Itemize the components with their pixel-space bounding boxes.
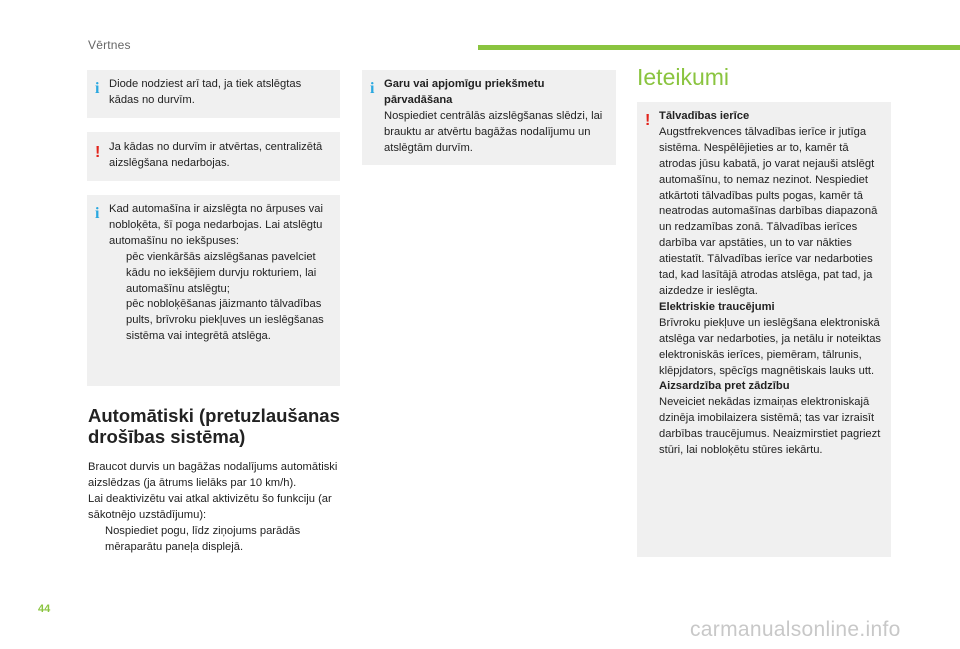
info-box-diode: [87, 70, 340, 118]
info-icon: i: [370, 80, 375, 97]
bullet-icon: [109, 297, 126, 345]
warning-icon: !: [645, 112, 651, 129]
info-text: Nospiediet centrālās aizslēgšanas slēdzi, lai brauktu ar atvērtu bagāžas nodalījumu un atslēgtām durvīm.: [384, 109, 603, 154]
info-box-locking: [87, 195, 340, 386]
subsection-title: Aizsardzība pret zādzību: [659, 380, 790, 393]
warning-text: Ja kādas no durvīm ir atvērtas, centralizētā aizslēgšana nedarbojas.: [109, 141, 323, 169]
subsection-title: Elektriskie traucējumi: [659, 300, 775, 313]
box-title: Garu vai apjomīgu priekšmetu pārvadāšana: [384, 78, 545, 106]
subsection-text: Brīvroku piekļuve un ieslēgšana elektroniskā atslēga var nedarboties, ja netālu ir noteiktas elektroniskās ierīces, piemēram, tālrunis, klēpjdators, spēcīgs magnētiskais lauks utt.: [659, 316, 882, 377]
info-text: Diode nodziest arī tad, ja tiek atslēgtas kādas no durvīm.: [109, 78, 302, 106]
warning-box-recommendations: [637, 102, 891, 557]
page-number: 44: [38, 603, 51, 615]
section-heading: Automātiski (pretuzlaušanas drošības sistēma): [88, 405, 340, 447]
list-item: Nospiediet pogu, līdz ziņojums parādās mēraparātu paneļa displejā.: [88, 524, 343, 556]
paragraph: Braucot durvis un bagāžas nodalījums automātiski aizslēdzas (ja ātrums lielāks par 10 km/h).: [88, 461, 338, 489]
info-text: Kad automašīna ir aizslēgta no ārpuses vai nobloķēta, šī poga nedarbojas. Lai atslēgtu automašīnu no iekšpuses:: [109, 203, 323, 247]
info-box-long-objects: [362, 70, 616, 165]
recommendations-heading: Ieteikumi: [637, 64, 730, 90]
list-item: pēc nobloķēšanas jāizmanto tālvadības pults, brīvroku piekļuves un ieslēgšanas sistēma vai integrētā atslēga.: [109, 297, 332, 345]
paragraph: Lai deaktivizētu vai atkal aktivizētu šo funkciju (ar sākotnējo uzstādījumu):: [88, 492, 332, 521]
subsection-title: Tālvadības ierīce: [659, 110, 750, 122]
bullet-icon: [109, 250, 126, 298]
subsection-text: Neveiciet nekādas izmaiņas elektroniskajā dzinēja imobilaizera sistēmā; tas var izraisīt darbības traucējumus. Neaizmirstiet pagriezt stūri, lai nobloķētu stūres iekārtu.: [659, 396, 881, 457]
page-section-title: Vērtnes: [88, 38, 131, 52]
watermark: carmanualsonline.info: [690, 618, 901, 641]
section-body: [88, 460, 343, 555]
subsection-text: Augstfrekvences tālvadības ierīce ir jutīga sistēma. Nespēlējieties ar to, kamēr tā atrodas jūsu kabatā, jo varat nejauši atslēgt automašīnu, to nemaz nezinot. Nespiediet atkārtoti tālvadības pults pogas, kamēr tā neatrodas automašīnas darbības diapazonā un redzamības zonā. Tālvadības ierīces darbība var apstāties, un to var nākties atiestatīt. Tālvadības ierīce var nedarboties tad, kad lasītājā atrodas atslēga, pat tad, ja aizdedze ir ieslēgta.: [659, 125, 878, 297]
info-icon: i: [95, 205, 100, 222]
info-icon: i: [95, 80, 100, 97]
bullet-icon: [88, 524, 105, 556]
warning-box-doors: [87, 132, 340, 181]
header-accent-bar: [478, 45, 960, 50]
list-item: pēc vienkāršās aizslēgšanas pavelciet kādu no iekšējiem durvju rokturiem, lai automašīnu atslēgtu;: [109, 250, 332, 298]
warning-icon: !: [95, 144, 101, 161]
